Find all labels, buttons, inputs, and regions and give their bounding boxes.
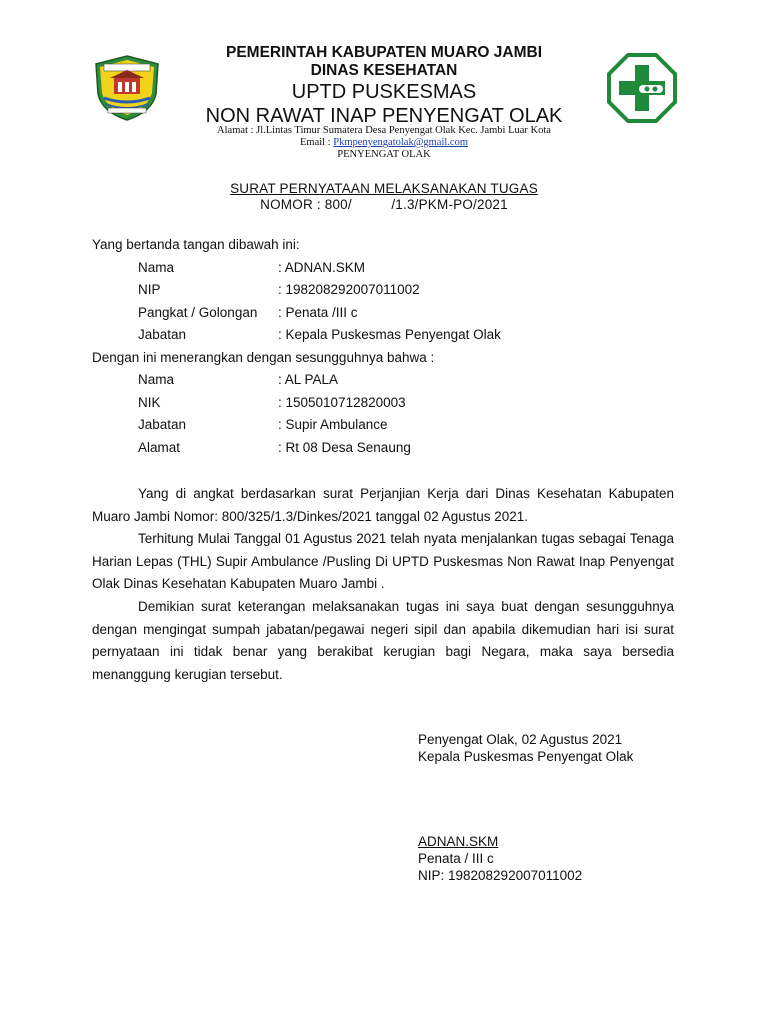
field-label: NIP [138, 282, 161, 297]
email-label: Email : [299, 137, 331, 148]
subject-field-row [92, 369, 674, 392]
signer-field-row [92, 257, 674, 280]
field-value: : 1505010712820003 [278, 394, 406, 410]
field-label: Pangkat / Golongan [138, 304, 258, 320]
field-label: Nama [138, 372, 175, 387]
letter-body [92, 234, 674, 686]
field-value: : Rt 08 Desa Senaung [278, 439, 411, 455]
signer-position: Kepala Puskesmas Penyengat Olak [418, 749, 634, 764]
institution-name: UPTD PUSKESMAS [291, 81, 477, 103]
signer-nip: NIP: 198208292007011002 [418, 868, 583, 883]
field-value: : Kepala Puskesmas Penyengat Olak [278, 327, 501, 342]
subject-field-row [92, 414, 674, 437]
field-value: : AL PALA [278, 372, 339, 387]
field-label: Alamat [138, 439, 181, 455]
letterhead-address [160, 125, 608, 161]
field-label: NIK [138, 394, 161, 410]
signature-block [418, 731, 633, 884]
field-value: : Penata /III c [278, 304, 358, 320]
signer-name: ADNAN.SKM [418, 834, 499, 849]
signer-field-row [92, 324, 674, 347]
puskesmas-cross-logo-icon [606, 52, 678, 124]
letter-number: NOMOR : 800/ /1.3/PKM-PO/2021 [260, 197, 508, 212]
signer-field-row [92, 279, 674, 302]
paragraph-closing: Demikian surat keterangan melaksanakan tugas ini saya buat dengan sesungguhnya dengan mengingat sumpah jabatan/pegawai negeri sipil dan apabila dikemudian hari isi surat pernyataan ini tidak benar yang berakibat kerugian bagi Negara, maka saya bersedia menanggung kerugian tersebut. [92, 598, 674, 682]
place-date: Penyengat Olak, 02 Agustus 2021 [418, 732, 623, 747]
signer-rank: Penata / III c [418, 851, 494, 866]
field-value: : Supir Ambulance [278, 417, 388, 432]
place-line: PENYENGAT OLAK [337, 149, 431, 160]
paragraph-duty: Terhitung Mulai Tanggal 01 Agustus 2021 telah nyata menjalankan tugas sebagai Tenaga Harian Lepas (THL) Supir Ambulance /Pusling Di UPTD Puskesmas Non Rawat Inap Penyengat Olak Dinas Kesehatan Kabupaten Muaro Jambi . [92, 531, 674, 592]
signer-field-row [92, 302, 674, 325]
subject-field-row [92, 437, 674, 460]
intro-text: Yang bertanda tangan dibawah ini: [92, 237, 300, 252]
subject-field-row [92, 392, 674, 415]
muaro-jambi-regency-emblem-icon [92, 54, 162, 122]
department-name: DINAS KESEHATAN [310, 62, 458, 79]
email-line [160, 137, 608, 149]
letter-title [160, 181, 608, 213]
letter-title-text: SURAT PERNYATAAN MELAKSANAKAN TUGAS [230, 181, 538, 196]
institution-subname: NON RAWAT INAP PENYENGAT OLAK [205, 105, 563, 127]
letterhead [160, 44, 608, 128]
field-value: : ADNAN.SKM [278, 259, 366, 275]
statement-intro: Dengan ini menerangkan dengan sesungguhnya bahwa : [92, 349, 435, 365]
field-label: Jabatan [138, 327, 187, 342]
address-line: Alamat : Jl.Lintas Timur Sumatera Desa Penyengat Olak Kec. Jambi Luar Kota [217, 125, 551, 136]
field-label: Nama [138, 259, 175, 275]
field-value: : 198208292007011002 [278, 282, 420, 297]
paragraph-appointment: Yang di angkat berdasarkan surat Perjanjian Kerja dari Dinas Kesehatan Kabupaten Muaro Jambi Nomor: 800/325/1.3/Dinkes/2021 tanggal 02 Agustus 2021. [92, 486, 674, 524]
email-link[interactable]: Pkmpenyengatolak@gmail.com [333, 137, 469, 148]
government-name: PEMERINTAH KABUPATEN MUARO JAMBI [225, 44, 543, 61]
field-label: Jabatan [138, 417, 187, 432]
